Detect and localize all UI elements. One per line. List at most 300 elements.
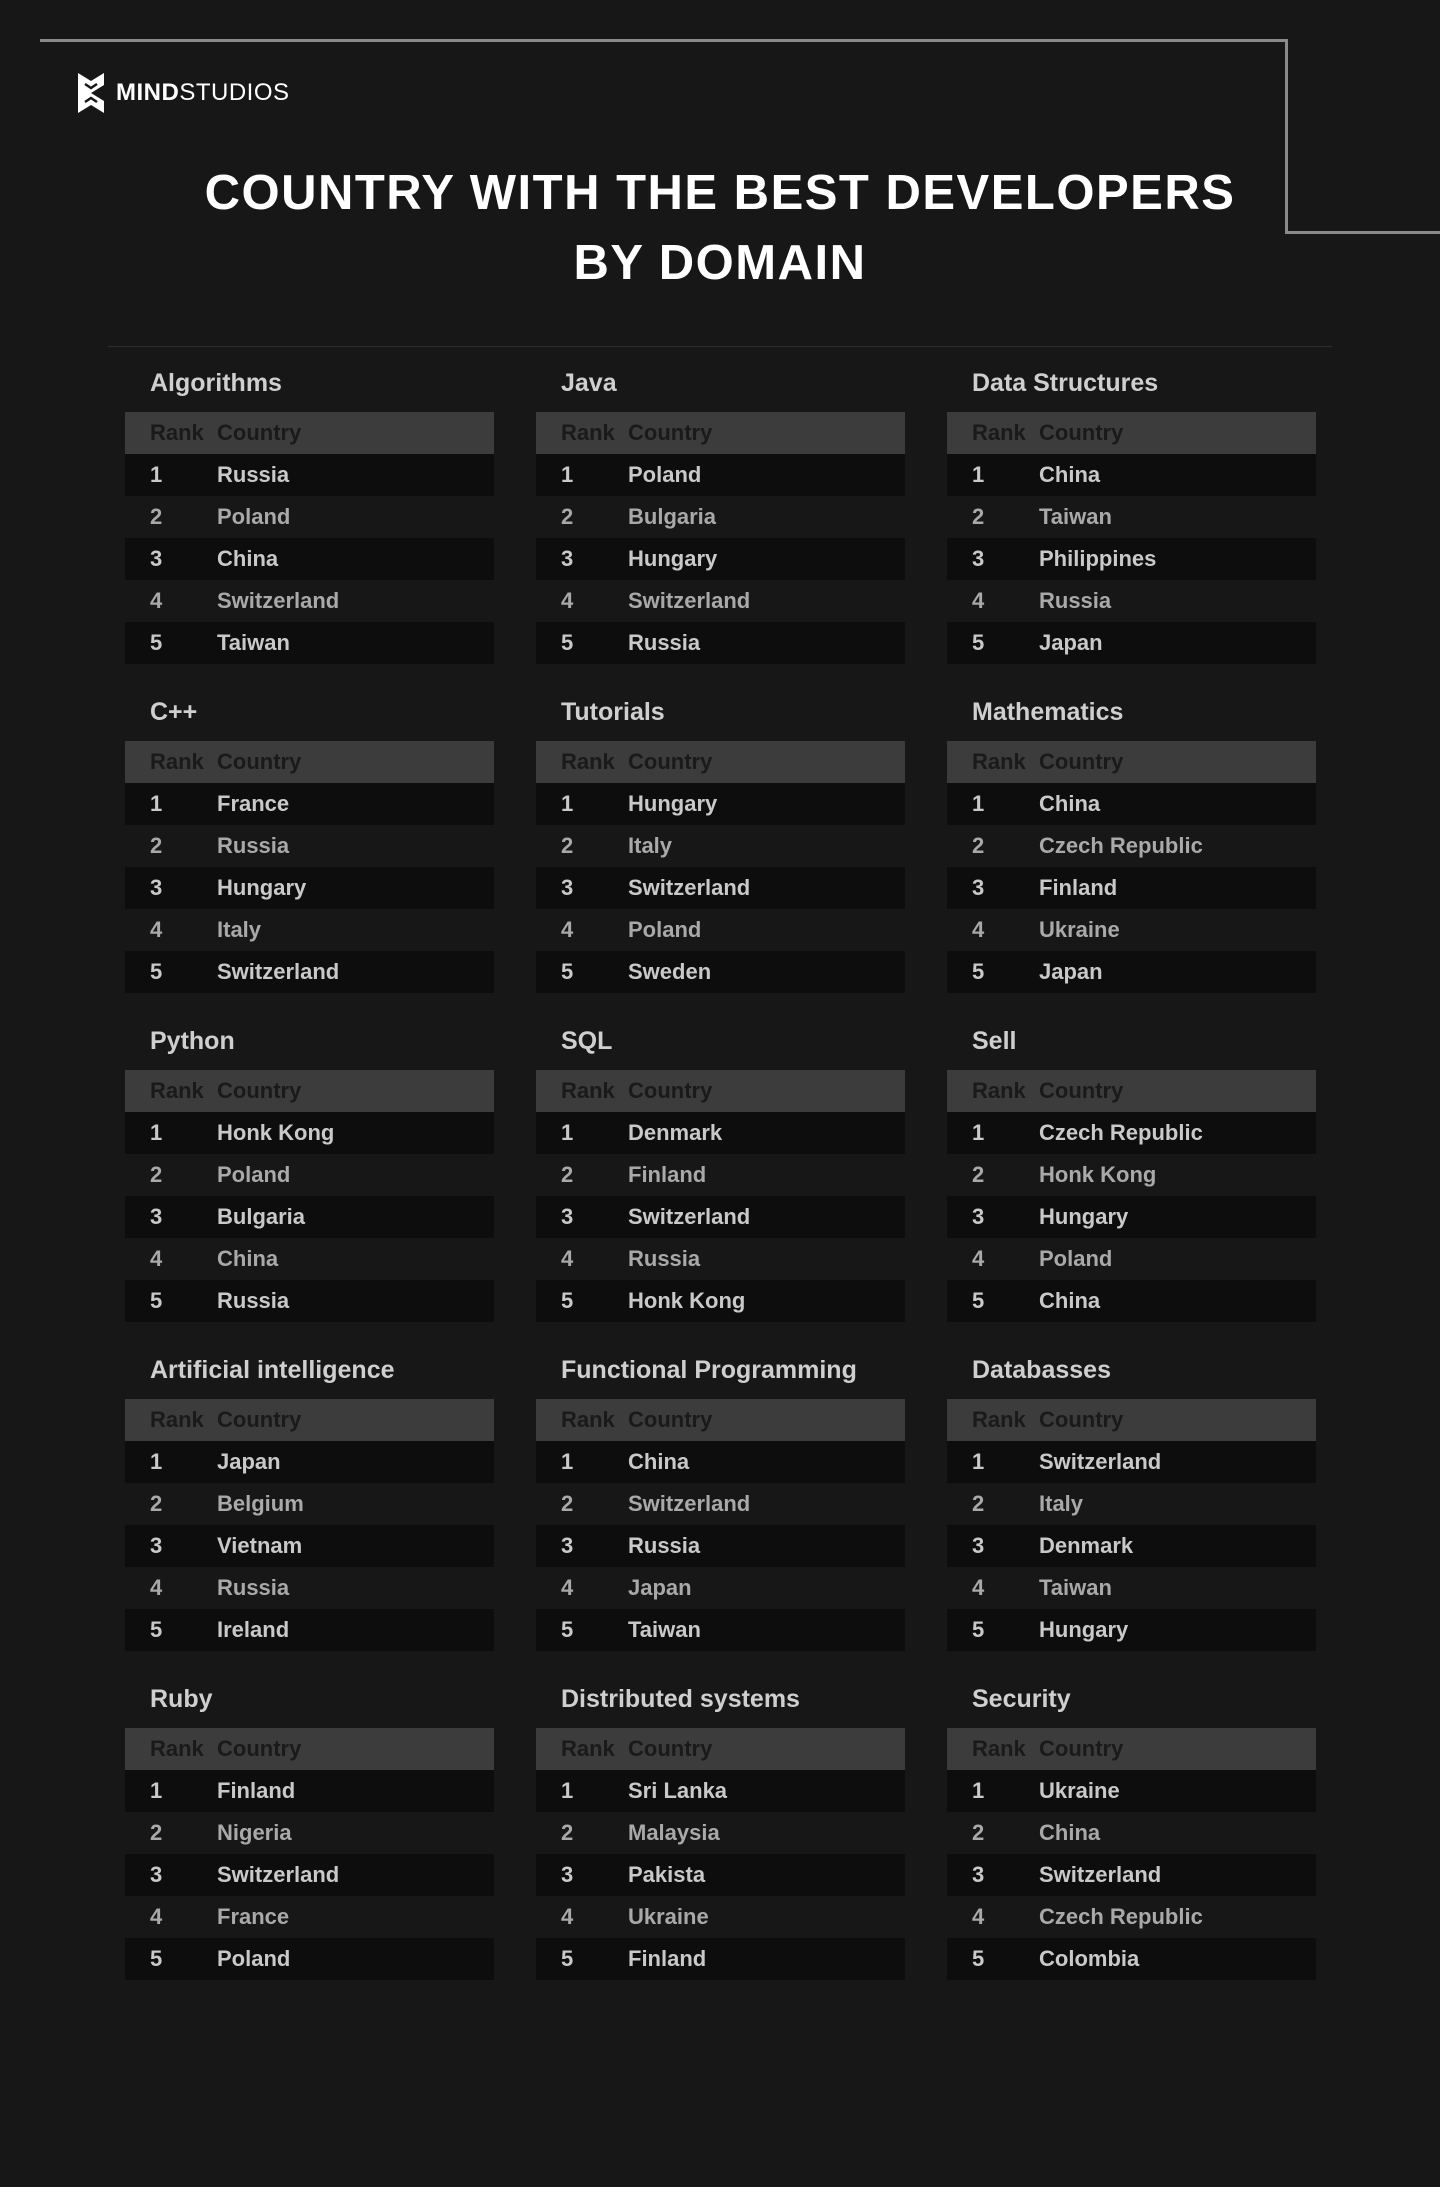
table-row xyxy=(947,783,1316,825)
table-body xyxy=(536,1770,905,1980)
rank-header: Rank xyxy=(561,420,615,445)
table-body xyxy=(947,454,1316,664)
country-cell: Hungary xyxy=(217,875,307,900)
rank-cell: 5 xyxy=(150,959,163,984)
page-title-line-1: COUNTRY WITH THE BEST DEVELOPERS xyxy=(204,166,1236,220)
country-cell: Nigeria xyxy=(217,1820,292,1845)
table-row xyxy=(125,1854,494,1896)
table-row xyxy=(125,909,494,951)
country-cell: Ukraine xyxy=(1039,1778,1120,1803)
rank-cell: 1 xyxy=(561,1449,574,1474)
country-header: Country xyxy=(217,420,302,445)
country-cell: Taiwan xyxy=(1039,504,1112,529)
domain-table xyxy=(536,1678,905,1980)
table-row xyxy=(947,1896,1316,1938)
country-cell: Colombia xyxy=(1039,1946,1140,1971)
domain-table xyxy=(125,1678,494,1980)
table-row xyxy=(536,1483,905,1525)
table-row xyxy=(947,1938,1316,1980)
rank-cell: 3 xyxy=(972,875,985,900)
country-cell: Czech Republic xyxy=(1039,833,1203,858)
table-header xyxy=(536,1728,905,1770)
country-cell: Hungary xyxy=(628,791,718,816)
rank-cell: 5 xyxy=(561,1617,574,1642)
rank-cell: 5 xyxy=(150,1617,163,1642)
rank-cell: 5 xyxy=(561,630,574,655)
domain-table xyxy=(536,691,905,993)
country-cell: Russia xyxy=(217,1288,290,1313)
country-cell: Switzerland xyxy=(217,1862,340,1887)
country-cell: Philippines xyxy=(1039,546,1157,571)
rank-cell: 4 xyxy=(972,1904,985,1929)
country-cell: Hungary xyxy=(1039,1204,1129,1229)
rank-cell: 5 xyxy=(561,1288,574,1313)
rank-cell: 3 xyxy=(561,1862,574,1887)
country-cell: Bulgaria xyxy=(628,504,717,529)
brand-logo xyxy=(76,71,290,115)
table-row xyxy=(947,1854,1316,1896)
rank-header: Rank xyxy=(972,749,1026,774)
rank-cell: 4 xyxy=(561,1904,574,1929)
table-row xyxy=(947,1483,1316,1525)
table-header xyxy=(125,1070,494,1112)
table-row xyxy=(536,496,905,538)
table-row xyxy=(536,1896,905,1938)
country-cell: Switzerland xyxy=(628,1204,751,1229)
table-row xyxy=(947,825,1316,867)
country-cell: Taiwan xyxy=(217,630,290,655)
rank-cell: 5 xyxy=(972,630,985,655)
table-row xyxy=(125,1609,494,1651)
country-cell: Poland xyxy=(217,1946,291,1971)
rank-cell: 5 xyxy=(150,1288,163,1313)
country-cell: Russia xyxy=(217,1575,290,1600)
table-row xyxy=(536,622,905,664)
country-header: Country xyxy=(628,749,713,774)
country-cell: Belgium xyxy=(217,1491,304,1516)
country-cell: Taiwan xyxy=(1039,1575,1112,1600)
country-cell: China xyxy=(217,1246,279,1271)
rank-cell: 1 xyxy=(561,1120,574,1145)
country-cell: Honk Kong xyxy=(1039,1162,1157,1187)
country-header: Country xyxy=(217,749,302,774)
table-body xyxy=(125,1112,494,1322)
rank-cell: 1 xyxy=(972,462,985,487)
country-cell: China xyxy=(1039,462,1101,487)
rank-header: Rank xyxy=(150,749,204,774)
country-cell: Sri Lanka xyxy=(628,1778,728,1803)
country-cell: China xyxy=(217,546,279,571)
country-cell: Russia xyxy=(1039,588,1112,613)
rank-cell: 1 xyxy=(150,791,163,816)
domain-table xyxy=(125,691,494,993)
rank-header: Rank xyxy=(972,1407,1026,1432)
table-row xyxy=(125,1770,494,1812)
country-cell: Italy xyxy=(628,833,673,858)
rank-cell: 4 xyxy=(561,917,574,942)
rank-cell: 2 xyxy=(972,1162,985,1187)
domain-title: Python xyxy=(150,1027,235,1055)
country-cell: Vietnam xyxy=(217,1533,303,1558)
country-cell: Japan xyxy=(628,1575,692,1600)
country-header: Country xyxy=(217,1078,302,1103)
table-row xyxy=(536,1812,905,1854)
table-row xyxy=(125,538,494,580)
rank-cell: 1 xyxy=(150,1449,163,1474)
country-cell: China xyxy=(1039,1288,1101,1313)
country-cell: Russia xyxy=(628,1533,701,1558)
country-cell: China xyxy=(1039,1820,1101,1845)
domain-table xyxy=(947,1349,1316,1651)
rank-header: Rank xyxy=(150,1078,204,1103)
country-header: Country xyxy=(628,420,713,445)
rank-cell: 1 xyxy=(561,791,574,816)
country-cell: Czech Republic xyxy=(1039,1120,1203,1145)
table-body xyxy=(536,1112,905,1322)
table-header xyxy=(125,1399,494,1441)
domain-title: Data Structures xyxy=(972,369,1159,397)
country-cell: Czech Republic xyxy=(1039,1904,1203,1929)
table-row xyxy=(536,1112,905,1154)
country-cell: Denmark xyxy=(1039,1533,1134,1558)
table-row xyxy=(536,1154,905,1196)
country-cell: Switzerland xyxy=(628,1491,751,1516)
table-row xyxy=(947,1196,1316,1238)
rank-cell: 2 xyxy=(150,1820,163,1845)
country-cell: Italy xyxy=(217,917,262,942)
country-header: Country xyxy=(217,1407,302,1432)
domain-table xyxy=(536,362,905,664)
rank-header: Rank xyxy=(561,1078,615,1103)
country-cell: Pakista xyxy=(628,1862,706,1887)
rank-cell: 3 xyxy=(150,1533,163,1558)
rank-cell: 3 xyxy=(150,1862,163,1887)
table-row xyxy=(125,454,494,496)
brand-name-bold: MIND xyxy=(116,79,180,106)
domain-table xyxy=(947,1020,1316,1322)
rank-cell: 4 xyxy=(150,1575,163,1600)
rank-cell: 4 xyxy=(561,1575,574,1600)
table-row xyxy=(125,951,494,993)
rank-header: Rank xyxy=(561,1407,615,1432)
table-row xyxy=(947,1154,1316,1196)
table-row xyxy=(125,496,494,538)
rank-cell: 2 xyxy=(150,833,163,858)
rank-cell: 5 xyxy=(150,630,163,655)
rank-cell: 1 xyxy=(561,1778,574,1803)
country-cell: Honk Kong xyxy=(628,1288,746,1313)
country-cell: Poland xyxy=(1039,1246,1113,1271)
country-cell: Switzerland xyxy=(1039,1862,1162,1887)
table-row xyxy=(536,1280,905,1322)
table-row xyxy=(125,1567,494,1609)
country-cell: Finland xyxy=(1039,875,1118,900)
domain-table xyxy=(536,1349,905,1651)
country-cell: France xyxy=(217,1904,290,1929)
domain-title: Databasses xyxy=(972,1356,1111,1384)
country-header: Country xyxy=(1039,1407,1124,1432)
country-header: Country xyxy=(628,1407,713,1432)
table-row xyxy=(125,1112,494,1154)
decorative-frame-top xyxy=(40,39,1287,42)
country-cell: Ireland xyxy=(217,1617,290,1642)
rank-cell: 2 xyxy=(150,504,163,529)
country-cell: Switzerland xyxy=(628,875,751,900)
table-row xyxy=(947,867,1316,909)
table-row xyxy=(536,867,905,909)
table-row xyxy=(536,580,905,622)
country-header: Country xyxy=(217,1736,302,1761)
country-cell: Bulgaria xyxy=(217,1204,306,1229)
country-cell: Russia xyxy=(628,1246,701,1271)
table-row xyxy=(947,580,1316,622)
rank-cell: 2 xyxy=(561,1162,574,1187)
table-body xyxy=(947,1112,1316,1322)
table-header xyxy=(125,741,494,783)
rank-cell: 3 xyxy=(972,1533,985,1558)
mindstudios-logo-icon xyxy=(76,71,106,115)
table-body xyxy=(536,1441,905,1651)
rank-cell: 3 xyxy=(150,875,163,900)
country-cell: Hungary xyxy=(1039,1617,1129,1642)
rank-header: Rank xyxy=(972,1736,1026,1761)
table-row xyxy=(947,1280,1316,1322)
rank-header: Rank xyxy=(150,420,204,445)
page-title-line-2: BY DOMAIN xyxy=(573,236,867,290)
country-cell: Poland xyxy=(628,917,702,942)
country-cell: Poland xyxy=(217,1162,291,1187)
rank-cell: 4 xyxy=(561,588,574,613)
country-cell: Honk Kong xyxy=(217,1120,335,1145)
rank-cell: 1 xyxy=(150,1778,163,1803)
table-header xyxy=(125,1728,494,1770)
rank-cell: 1 xyxy=(972,791,985,816)
table-body xyxy=(536,454,905,664)
rank-cell: 3 xyxy=(972,1862,985,1887)
domain-title: Tutorials xyxy=(561,698,665,726)
table-body xyxy=(947,1770,1316,1980)
table-row xyxy=(125,1938,494,1980)
table-header xyxy=(536,412,905,454)
country-cell: Finland xyxy=(217,1778,296,1803)
rank-cell: 5 xyxy=(561,959,574,984)
rank-cell: 2 xyxy=(150,1162,163,1187)
table-row xyxy=(125,1812,494,1854)
table-header xyxy=(536,1070,905,1112)
country-cell: Poland xyxy=(628,462,702,487)
domain-table xyxy=(947,1678,1316,1980)
table-row xyxy=(536,783,905,825)
table-row xyxy=(536,1770,905,1812)
rank-cell: 5 xyxy=(972,1288,985,1313)
table-row xyxy=(536,825,905,867)
country-cell: Russia xyxy=(628,630,701,655)
domain-table xyxy=(125,1349,494,1651)
rank-cell: 1 xyxy=(972,1120,985,1145)
rank-cell: 4 xyxy=(972,1575,985,1600)
rank-cell: 4 xyxy=(150,917,163,942)
rank-cell: 1 xyxy=(150,1120,163,1145)
country-header: Country xyxy=(1039,1736,1124,1761)
table-row xyxy=(125,1441,494,1483)
country-cell: Japan xyxy=(217,1449,281,1474)
domain-title: Ruby xyxy=(150,1685,213,1713)
rank-cell: 3 xyxy=(150,546,163,571)
country-cell: France xyxy=(217,791,290,816)
domain-table xyxy=(536,1020,905,1322)
country-cell: Russia xyxy=(217,462,290,487)
rank-cell: 5 xyxy=(972,1617,985,1642)
rank-cell: 1 xyxy=(150,462,163,487)
country-cell: China xyxy=(628,1449,690,1474)
rank-cell: 4 xyxy=(150,1904,163,1929)
rank-cell: 4 xyxy=(972,588,985,613)
domain-title: Algorithms xyxy=(150,369,282,397)
rank-cell: 4 xyxy=(972,1246,985,1271)
domain-title: Security xyxy=(972,1685,1071,1713)
country-cell: Ukraine xyxy=(628,1904,709,1929)
rank-header: Rank xyxy=(150,1736,204,1761)
rank-cell: 1 xyxy=(561,462,574,487)
rank-cell: 3 xyxy=(972,546,985,571)
country-cell: Ukraine xyxy=(1039,917,1120,942)
table-row xyxy=(536,538,905,580)
rank-cell: 3 xyxy=(561,1204,574,1229)
table-row xyxy=(947,1525,1316,1567)
rank-header: Rank xyxy=(561,749,615,774)
rank-cell: 4 xyxy=(150,1246,163,1271)
country-cell: Russia xyxy=(217,833,290,858)
domain-table xyxy=(947,691,1316,993)
table-header xyxy=(536,741,905,783)
domain-title: Artificial intelligence xyxy=(150,1356,395,1384)
country-cell: Poland xyxy=(217,504,291,529)
domain-table xyxy=(947,362,1316,664)
country-cell: Hungary xyxy=(628,546,718,571)
rank-cell: 4 xyxy=(972,917,985,942)
domain-title: Distributed systems xyxy=(561,1685,800,1713)
table-row xyxy=(125,1238,494,1280)
rank-cell: 3 xyxy=(561,1533,574,1558)
table-row xyxy=(947,1812,1316,1854)
rank-cell: 2 xyxy=(972,504,985,529)
table-body xyxy=(947,783,1316,993)
rank-cell: 4 xyxy=(561,1246,574,1271)
rank-cell: 1 xyxy=(972,1778,985,1803)
table-row xyxy=(536,454,905,496)
table-header xyxy=(947,1728,1316,1770)
table-body xyxy=(125,1770,494,1980)
rank-cell: 2 xyxy=(561,504,574,529)
country-header: Country xyxy=(1039,1078,1124,1103)
country-cell: Switzerland xyxy=(1039,1449,1162,1474)
rank-header: Rank xyxy=(972,420,1026,445)
table-row xyxy=(125,1896,494,1938)
country-cell: Taiwan xyxy=(628,1617,701,1642)
table-row xyxy=(536,909,905,951)
brand-name xyxy=(116,79,290,107)
table-row xyxy=(125,1154,494,1196)
rank-cell: 3 xyxy=(561,875,574,900)
rank-cell: 5 xyxy=(972,1946,985,1971)
table-body xyxy=(536,783,905,993)
table-row xyxy=(947,951,1316,993)
country-cell: Finland xyxy=(628,1162,707,1187)
title-divider xyxy=(108,346,1332,347)
country-header: Country xyxy=(628,1736,713,1761)
table-row xyxy=(536,1938,905,1980)
table-header xyxy=(947,1070,1316,1112)
domain-title: Java xyxy=(561,369,617,397)
brand-name-light: STUDIOS xyxy=(179,79,290,106)
table-row xyxy=(947,1567,1316,1609)
table-row xyxy=(947,909,1316,951)
domain-title: SQL xyxy=(561,1027,613,1055)
rank-cell: 2 xyxy=(561,1491,574,1516)
table-row xyxy=(536,1525,905,1567)
domain-title: Functional Programming xyxy=(561,1356,857,1384)
domain-title: Sell xyxy=(972,1027,1017,1055)
country-cell: Switzerland xyxy=(217,588,340,613)
domain-title: C++ xyxy=(150,698,198,726)
country-cell: Malaysia xyxy=(628,1820,720,1845)
domain-title: Mathematics xyxy=(972,698,1124,726)
table-row xyxy=(125,1525,494,1567)
table-row xyxy=(536,1196,905,1238)
rank-header: Rank xyxy=(150,1407,204,1432)
country-cell: China xyxy=(1039,791,1101,816)
country-cell: Switzerland xyxy=(217,959,340,984)
table-row xyxy=(947,454,1316,496)
table-row xyxy=(947,496,1316,538)
rank-cell: 3 xyxy=(561,546,574,571)
table-row xyxy=(125,783,494,825)
table-body xyxy=(125,454,494,664)
table-row xyxy=(125,1483,494,1525)
rank-cell: 2 xyxy=(972,1820,985,1845)
rank-cell: 4 xyxy=(150,588,163,613)
table-row xyxy=(125,1196,494,1238)
country-cell: Japan xyxy=(1039,630,1103,655)
table-row xyxy=(536,951,905,993)
table-row xyxy=(947,1770,1316,1812)
country-cell: Finland xyxy=(628,1946,707,1971)
table-header xyxy=(947,741,1316,783)
table-body xyxy=(947,1441,1316,1651)
table-row xyxy=(536,1567,905,1609)
table-row xyxy=(536,1609,905,1651)
table-header xyxy=(125,412,494,454)
country-cell: Switzerland xyxy=(628,588,751,613)
rank-cell: 2 xyxy=(561,1820,574,1845)
table-row xyxy=(947,1441,1316,1483)
country-cell: Sweden xyxy=(628,959,712,984)
table-row xyxy=(125,622,494,664)
country-cell: Japan xyxy=(1039,959,1103,984)
table-row xyxy=(536,1238,905,1280)
table-body xyxy=(125,783,494,993)
domain-table xyxy=(125,1020,494,1322)
rank-cell: 3 xyxy=(150,1204,163,1229)
rank-cell: 2 xyxy=(972,1491,985,1516)
table-row xyxy=(125,1280,494,1322)
table-header xyxy=(947,1399,1316,1441)
rank-cell: 5 xyxy=(972,959,985,984)
table-row xyxy=(947,1112,1316,1154)
country-cell: Italy xyxy=(1039,1491,1084,1516)
table-header xyxy=(947,412,1316,454)
rank-cell: 3 xyxy=(972,1204,985,1229)
